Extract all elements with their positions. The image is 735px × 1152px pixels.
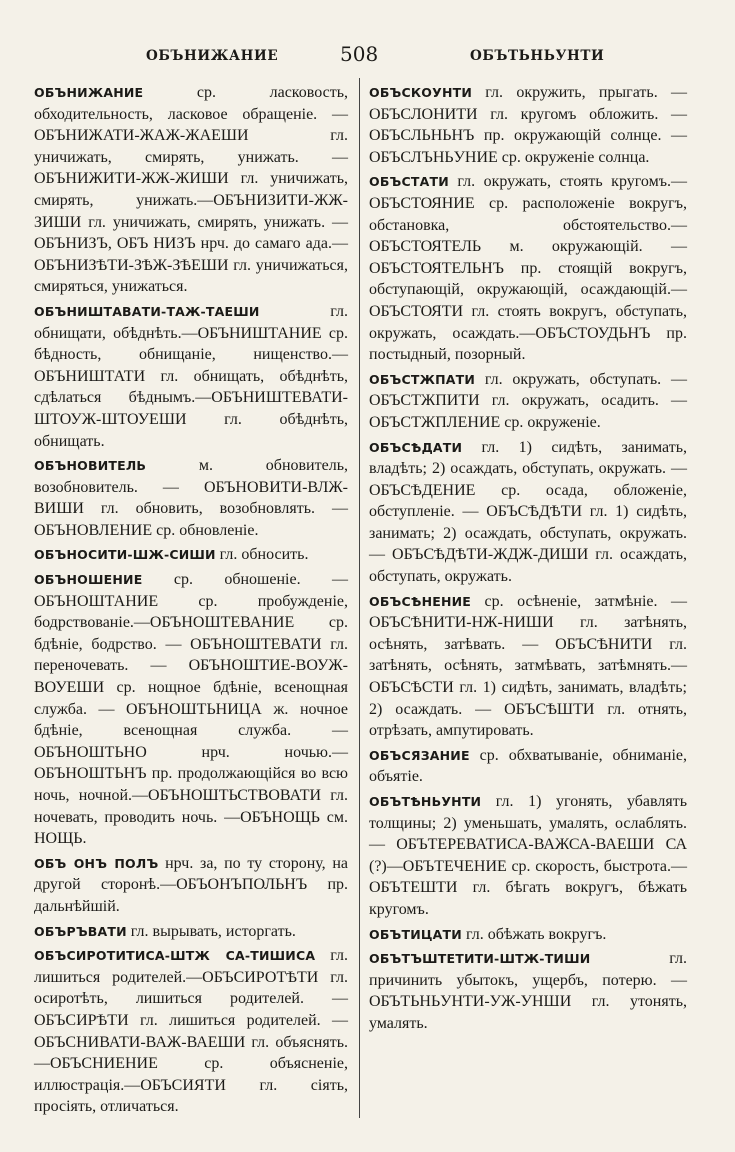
entry-definition: нрч. за, по ту сторону, на другой сторонѣ.—ОБЪОНЪПОЛЬНЪ пр. дальнѣйшій. bbox=[34, 854, 349, 915]
entry bbox=[34, 921, 348, 943]
entry bbox=[34, 853, 348, 918]
entry-definition: гл. окружить, прыгать. —ОБЪСЛОНИТИ гл. кругомъ обложить. —ОБЪСЛЬНЬНЪ пр. окружающій солнце. — ОБЪСЛЪНЬУНИЕ ср. окруженіе солнца. bbox=[369, 84, 687, 166]
entry bbox=[34, 301, 348, 452]
entry-headword: ОБЪСКОУНТИ bbox=[369, 85, 473, 100]
entry-definition: ср. обхватываніе, обниманіе, объятіе. bbox=[369, 746, 687, 786]
right-running-head: ОБЪТЬНЬУНТИ bbox=[470, 48, 605, 64]
entry bbox=[369, 82, 687, 168]
entry-headword: ОБЪСТАТИ bbox=[369, 174, 449, 190]
entry-definition: гл. обѣжать вокругъ. bbox=[461, 925, 607, 943]
entry-definition: гл. лишиться родителей.—ОБЪСИРОТѢТИ гл. осиротѣть, лишиться родителей. — ОБЪСИРѢТИ гл. лишиться родителей. — ОБЪСНИВАТИ-ВАЖ-ВАЕШИ гл. объяснять.—ОБЪСНИЕНИЕ ср. объясненіе, иллюстрація.—ОБЪСИЯТИ гл. сіять, просіять, отличаться. bbox=[34, 947, 348, 1116]
entry-headword: ОБЪНОШЕНИЕ bbox=[34, 572, 143, 588]
entry bbox=[369, 948, 687, 1034]
entry bbox=[369, 924, 687, 946]
entry-definition: гл. 1) сидѣть, занимать, владѣть; 2) осаждать, обступать, окружать. — ОБЪСѢДЕНИЕ ср. осада, обложеніе, обступленіе. — ОБЪСѢДѢТИ гл. 1) сидѣть, занимать; 2) осаждать, обступать, окружать. — ОБЪСѢДѢТИ-ЖДЖ-ДИШИ гл. осаждать, обступать, окружать. bbox=[369, 438, 687, 586]
entry bbox=[369, 791, 687, 921]
entry-definition: гл. 1) угонять, убавлять толщины; 2) уменьшать, умалять, ослаблять. — ОБЪТЕРЕВАТИСА-ВАЖСА-ВАЕШИ СА (?)—ОБЪТЕЧЕНИЕ ср. скорость, быстрота.—ОБЪТЕШТИ гл. бѣгать вокругъ, бѣжать кругомъ. bbox=[369, 793, 687, 918]
entry-definition: гл. обнищати, обѣднѣть.—ОБЪНИШТАНИЕ ср. бѣдность, обнищаніе, нищенство.— ОБЪНИШТАТИ гл. обнищать, обѣднѣть, сдѣлаться бѣднымъ.—ОБЪНИШТЕВАТИ-ШТОУЖ-ШТОУЕШИ гл. обѣднѣть, обнищать. bbox=[34, 302, 348, 450]
entry bbox=[34, 82, 348, 298]
page-number: 508 bbox=[340, 42, 379, 66]
entry-headword: ОБЪСТЖПАТИ bbox=[369, 371, 476, 387]
column-divider bbox=[359, 78, 360, 1118]
entry bbox=[369, 171, 687, 365]
page-header bbox=[0, 40, 735, 72]
entry-definition: гл. причинить убытокъ, ущербъ, потерю. — ОБЪТЬНЬУНТИ-УЖ-УНШИ гл. утонять, умалять. bbox=[369, 950, 687, 1032]
entry-definition: гл. окружать, обступать. —ОБЪСТЖПИТИ гл. окружать, осадить. — ОБЪСТЖПЛЕНИЕ ср. окруженіе. bbox=[369, 370, 687, 431]
right-column bbox=[369, 82, 687, 1038]
entry bbox=[369, 369, 687, 434]
entry-headword: ОБЪНОВИТЕЛЬ bbox=[34, 458, 147, 474]
entry-headword: ОБЪТЪШТЕТИТИ-ШТЖ-ТИШИ bbox=[369, 951, 591, 967]
entry-headword: ОБЪНИЖАНИЕ bbox=[34, 85, 144, 100]
entry-headword: ОБЪРЪВАТИ bbox=[34, 923, 127, 939]
entry-headword: ОБЪНИШТАВАТИ-ТАЖ-ТАЕШИ bbox=[34, 303, 260, 319]
entry-definition: гл. окружать, стоять кругомъ.—ОБЪСТОЯНИЕ ср. расположеніе вокругъ, обстановка, обстоятельство.—ОБЪСТОЯТЕЛЬ м. окружающій. — ОБЪСТОЯТЕЛЬНЪ пр. стоящій вокругъ, обступающій, окружающій, осаждающій.—ОБЪСТОЯТИ гл. стоять вокругъ, обступать, окружать, осаждать.—ОБЪСТОУДЬНЪ пр. постыдный, позорный. bbox=[369, 173, 687, 364]
entry-definition: ср. обношеніе. — ОБЪНОШТАНИЕ ср. пробужденіе, бодрствованіе.—ОБЪНОШТЕВАНИЕ ср. бдѣніе, бодрство. — ОБЪНОШТЕВАТИ гл. переночевать. — ОБЪНОШТИЕ-ВОУЖ-ВОУЕШИ ср. нощное бдѣніе, всенощная служба. — ОБЪНОШТЬНИЦА ж. ночное бдѣніе, всенощная служба. — ОБЪНОШТЬНО нрч. ночью.— ОБЪНОШТЬНЪ пр. продолжающійся во всю ночь, ночной.—ОБЪНОШТЬСТВОВАТИ гл. ночевать, проводить ночь. —ОБЪНОЩЬ см. НОЩЬ. bbox=[34, 571, 348, 848]
entry-headword: ОБЪСИРОТИТИСА-ШТЖ СА-ТИШИСА bbox=[34, 948, 316, 964]
entry bbox=[34, 569, 348, 850]
entry bbox=[34, 544, 348, 566]
entry-definition: ср. ласковость, обходительность, ласковое обращеніе. — ОБЪНИЖАТИ-ЖАЖ-ЖАЕШИ гл. уничижать, смирять, унижать. — ОБЪНИЖИТИ-ЖЖ-ЖИШИ гл. уничижать, смирять, унижать.—ОБЪНИЗИТИ-ЖЖ-ЗИШИ гл. уничижать, смирять, унижать. — ОБЪНИЗЪ, ОБЪ НИЗЪ нрч. до самаго ада.—ОБЪНИЗѢТИ-ЗѢЖ-ЗѢЕШИ гл. уничижаться, смиряться, унижаться. bbox=[34, 84, 348, 296]
entry-definition: гл. вырывать, исторгать. bbox=[126, 922, 296, 940]
entry-headword: ОБЪНОСИТИ-ШЖ-СИШИ bbox=[34, 547, 216, 563]
entry bbox=[34, 455, 348, 541]
entry bbox=[369, 745, 687, 788]
entry-definition: гл. обносить. bbox=[215, 546, 309, 564]
entry-headword: ОБЪТИЦАТИ bbox=[369, 926, 462, 942]
entry bbox=[369, 591, 687, 742]
entry-headword: ОБЪ ОНЪ ПОЛЪ bbox=[34, 855, 159, 871]
left-column bbox=[34, 82, 348, 1121]
entry-headword: ОБЪТѢНЬУНТИ bbox=[369, 794, 482, 809]
left-running-head: ОБЪНИЖАНИЕ bbox=[146, 48, 279, 64]
entry bbox=[34, 945, 348, 1118]
entry-definition: м. обновитель, возобновитель. — ОБЪНОВИТИ-ВЛЖ-ВИШИ гл. обновить, возобновлять. — ОБЪНОВЛЕНИЕ ср. обновленіе. bbox=[34, 457, 348, 539]
entry-definition: ср. осѣненіе, затмѣніе. —ОБЪСѢНИТИ-НЖ-НИШИ гл. затѣнять, осѣнять, затѣвать. — ОБЪСѢНИТИ гл. затѣнять, осѣнять, затмѣвать, затѣмнять.—ОБЪСѢСТИ гл. 1) сидѣть, занимать, владѣть; 2) осаждать. — ОБЪСѢШТИ гл. отнять, отрѣзать, ампутировать. bbox=[369, 592, 687, 740]
entry-headword: ОБЪСѢНЕНИЕ bbox=[369, 593, 472, 609]
entry bbox=[369, 437, 687, 588]
entry-headword: ОБЪСѢДАТИ bbox=[369, 439, 463, 455]
entry-headword: ОБЪСЯЗАНИЕ bbox=[369, 747, 470, 763]
